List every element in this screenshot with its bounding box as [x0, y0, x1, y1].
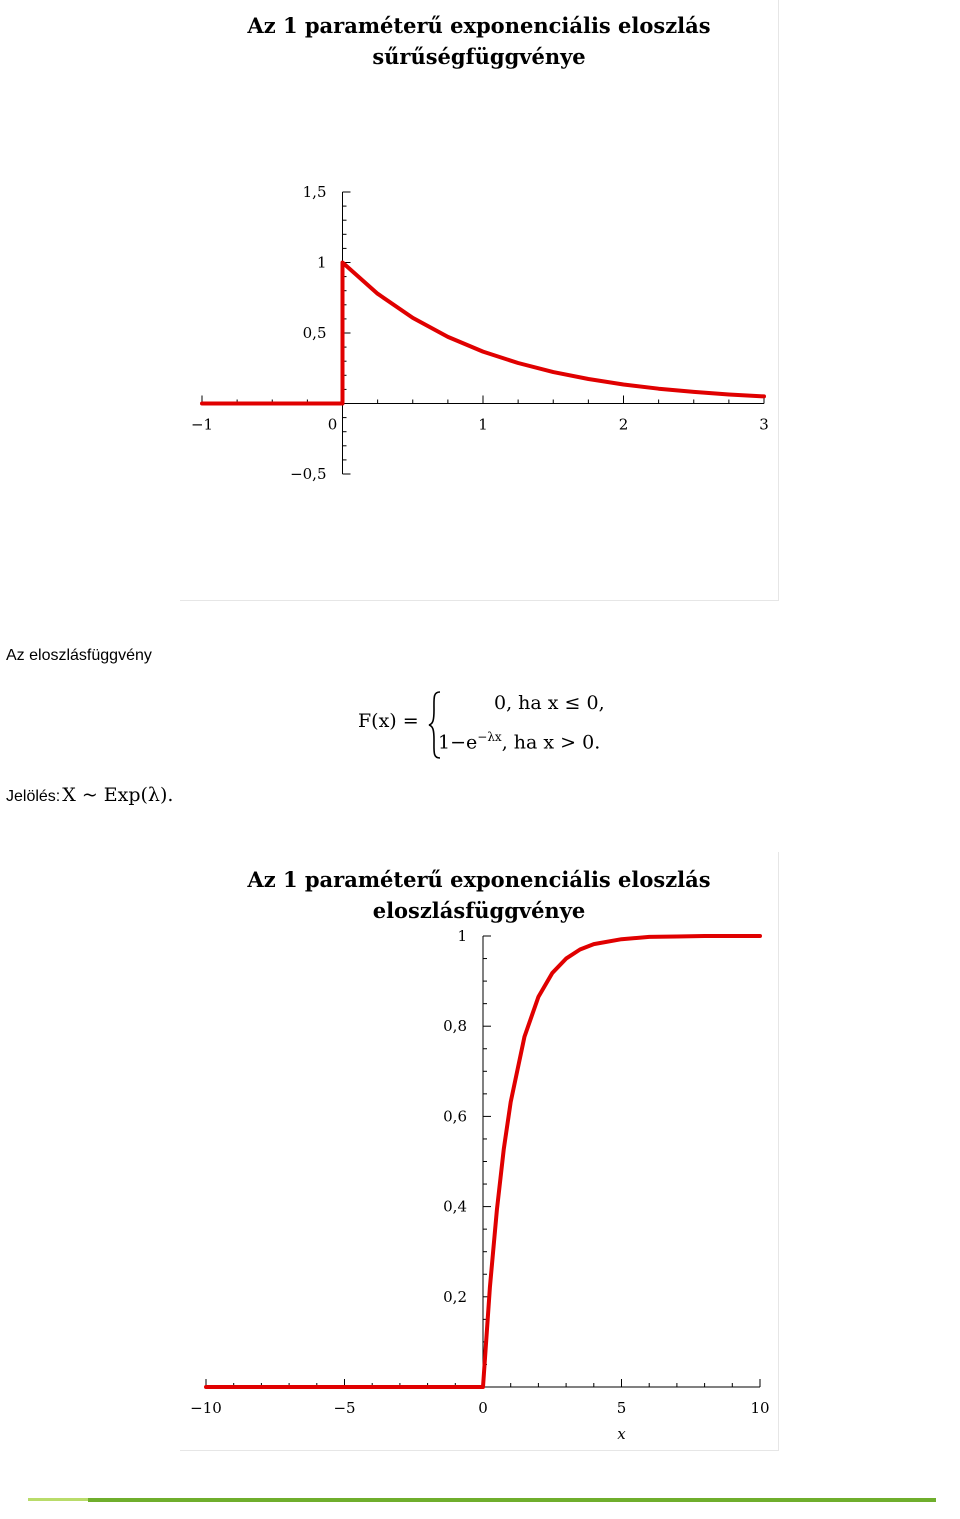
x-tick-label: −5: [333, 1399, 356, 1417]
density-figure: [180, 0, 779, 601]
footer-divider-main: [88, 1498, 936, 1502]
y-tick-label: 0,4: [443, 1197, 467, 1216]
footer-divider: [28, 1498, 936, 1502]
section-heading: Az eloszlásfüggvény: [6, 647, 152, 664]
y-tick-label: 0,5: [302, 324, 327, 342]
y-tick-label: 0,6: [443, 1107, 467, 1126]
notation-line: [6, 784, 173, 806]
x-tick-label: 3: [759, 415, 769, 434]
formula-case2-base: 1−e: [438, 731, 478, 754]
y-tick-label: 0,8: [443, 1017, 467, 1036]
y-tick-label: −0,5: [290, 465, 327, 483]
x-tick-label: 0: [327, 415, 338, 434]
formula-case2-rest: , ha x > 0.: [501, 731, 601, 754]
cdf-title-line2: eloszlásfüggvénye: [372, 898, 586, 923]
y-tick-label: 1,5: [302, 183, 327, 201]
formula-lhs: F(x) =: [358, 710, 419, 732]
x-axis-label: x: [617, 1425, 626, 1443]
x-tick-label: −10: [190, 1399, 222, 1417]
formula-case2: [438, 730, 600, 753]
curve-line: [202, 263, 764, 404]
x-tick-label: −1: [190, 415, 214, 434]
footer-divider-accent: [28, 1498, 88, 1501]
formula-case1: 0, ha x ≤ 0,: [494, 692, 605, 714]
x-tick-label: 1: [478, 415, 488, 434]
cdf-figure: [180, 852, 779, 1451]
density-plot: [180, 0, 778, 600]
y-tick-label: 1: [316, 253, 327, 272]
x-tick-label: 10: [750, 1399, 770, 1417]
density-title-line2: sűrűségfüggvénye: [372, 44, 586, 69]
cdf-plot: [180, 852, 778, 1450]
cdf-title-line1: Az 1 paraméterű exponenciális eloszlás: [247, 867, 711, 892]
formula-case2-exp: −λx: [477, 730, 502, 744]
density-title-line1: Az 1 paraméterű exponenciális eloszlás: [247, 13, 711, 38]
y-tick-label: 1: [457, 927, 467, 945]
y-tick-label: 0,2: [443, 1287, 467, 1306]
x-tick-label: 0: [478, 1399, 488, 1417]
cdf-formula: [358, 688, 618, 760]
notation-label: Jelölés:: [6, 788, 61, 805]
x-tick-label: 2: [618, 415, 629, 434]
x-tick-label: 5: [616, 1399, 627, 1417]
notation-math: X ~ Exp(λ).: [62, 784, 174, 806]
